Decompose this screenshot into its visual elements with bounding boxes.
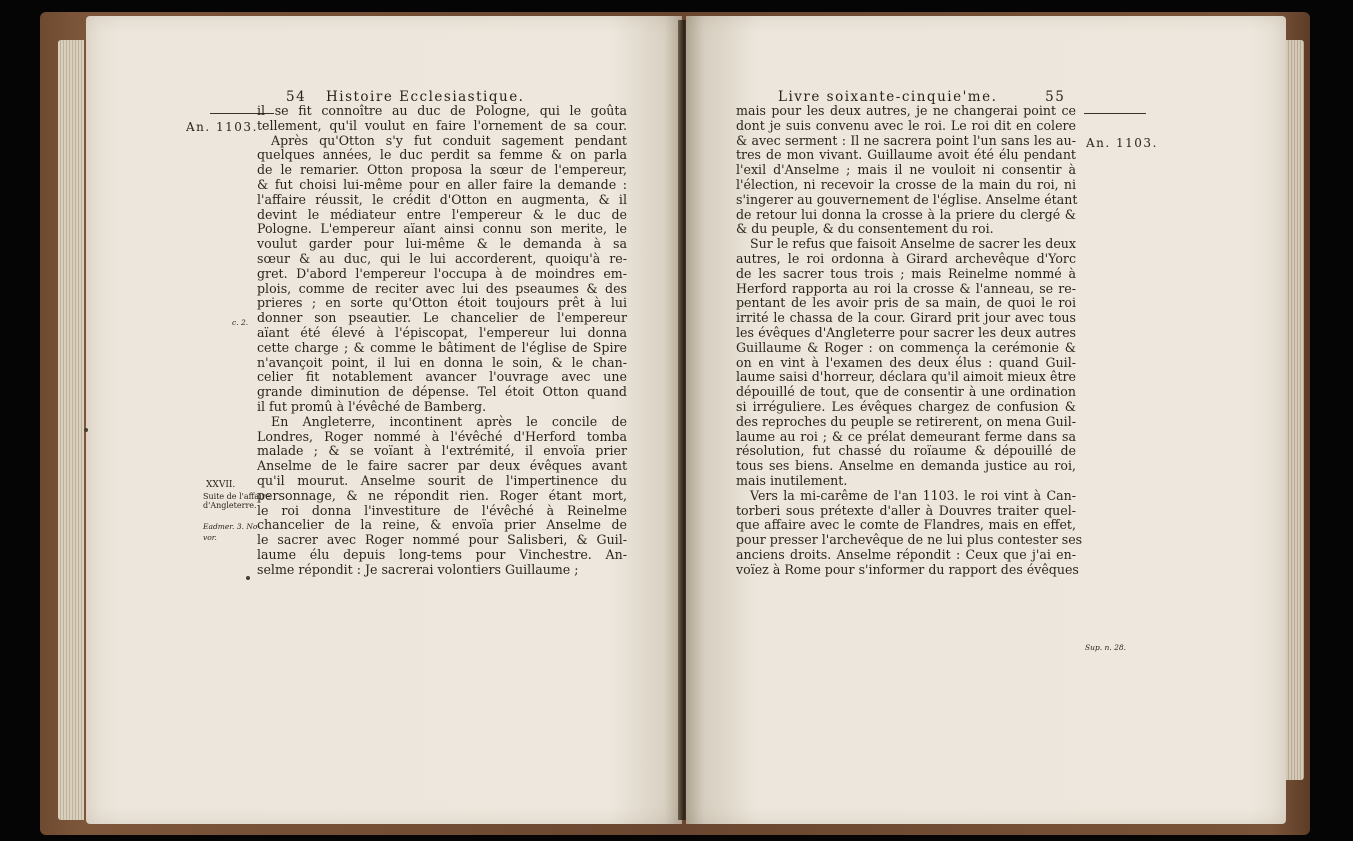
text-line: quelques années, le duc perdit sa femme & on parla — [257, 147, 627, 163]
section-title-line2: d'Angleterre. — [203, 501, 257, 510]
left-running-title: Histoire Ecclesiastique. — [325, 89, 525, 105]
text-line: résolution, fut chassé du roïaume & dépouillé de — [736, 443, 1076, 459]
text-line: grande diminution de dépense. Tel étoit Otton quand — [257, 384, 627, 400]
text-line: donner son pseautier. Le chancelier de l'empereur — [257, 310, 627, 326]
text-line: l'affaire réussit, le crédit d'Otton en augmenta, & il — [257, 191, 627, 207]
text-line: sœur & au duc, qui le lui accorderent, quoiqu'à re- — [257, 250, 627, 266]
text-line: irrité le chassa de la cour. Girard prit jour avec tous — [736, 310, 1076, 326]
text-line: l'exil d'Anselme ; mais il ne vouloit ni consentir à — [736, 162, 1076, 178]
text-line: celier fit notablement avancer l'ouvrage avec une — [257, 369, 627, 385]
text-line: plois, comme de reciter avec lui des pseaumes & des — [257, 280, 627, 296]
text-line: l'élection, ni recevoir la crosse de la main du roi, ni — [736, 176, 1076, 192]
text-line: selme répondit : Je sacrerai volontiers Guillaume ; — [257, 561, 579, 577]
left-page-number: 54 — [286, 89, 307, 105]
ink-speck — [246, 576, 250, 580]
ink-speck — [84, 428, 88, 432]
text-line: En Angleterre, incontinent après le concile de — [271, 413, 627, 429]
text-line: on en vint à l'examen des deux élus : quand Guil- — [736, 354, 1076, 370]
text-line: qu'il mourut. Anselme sourit de l'impertinence du — [257, 472, 627, 488]
text-line: Londres, Roger nommé à l'évêché d'Herford tomba — [257, 428, 627, 444]
right-year: An. 1103. — [1086, 136, 1158, 150]
text-line: Pologne. L'empereur aïant ainsi connu son merite, le — [257, 221, 627, 237]
right-year-rule — [1084, 113, 1146, 114]
left-page — [86, 16, 682, 824]
text-line: tous ses biens. Anselme en demanda justice au roi, — [736, 458, 1076, 474]
section-title-line1: Suite de l'affaire — [203, 492, 271, 501]
text-line: Après qu'Otton s'y fut conduit sagement pendant — [271, 132, 627, 148]
left-body-text — [257, 104, 627, 578]
text-line: de les sacrer tous trois ; mais Reinelme nommé à — [736, 265, 1076, 281]
text-line: Guillaume & Roger : on commença la cerémonie & — [736, 339, 1076, 355]
text-line: de le remarier. Otton proposa la sœur de l'empereur, — [257, 162, 627, 178]
text-line: cette charge ; & comme le bâtiment de l'église de Spire — [257, 339, 627, 355]
text-line: tellement, qu'il voulut en faire l'ornement de sa cour. — [257, 117, 627, 133]
text-line: pentant de les avoir pris de sa main, de quoi le roi — [736, 295, 1076, 311]
left-year: An. 1103. — [186, 120, 258, 134]
text-line: autres, le roi ordonna à Girard archevêque d'Yorc — [736, 250, 1076, 266]
text-line: gret. D'abord l'empereur l'occupa à de moindres em- — [257, 265, 627, 281]
text-line: Herford rapporta au roi la crosse & l'anneau, se re- — [736, 280, 1076, 296]
section-number: XXVII. — [206, 480, 236, 490]
right-page — [686, 16, 1286, 824]
text-line: que affaire avec le comte de Flandres, mais en effet, — [736, 517, 1076, 533]
text-line: il fut promû à l'évêché de Bamberg. — [257, 398, 487, 414]
text-line: laume au roi ; & ce prélat demeurant ferme dans sa — [736, 428, 1076, 444]
text-line: torberi sous prétexte d'aller à Douvres traiter quel- — [736, 502, 1076, 518]
text-line: Sur le refus que faisoit Anselme de sacrer les deux — [750, 236, 1076, 252]
source-note-line2: vor. — [203, 533, 217, 542]
text-line: & avec serment : Il ne sacrera point l'un sans les au- — [736, 132, 1076, 148]
text-line: mais pour les deux autres, je ne changerai point ce — [736, 103, 1076, 118]
text-line: chancelier de la reine, & envoïa prier Anselme de — [257, 517, 627, 533]
text-line: aïant été élevé à l'épiscopat, l'empereur lui donna — [257, 324, 627, 340]
text-line: & du peuple, & du consentement du roi. — [736, 221, 994, 237]
text-line: de retour lui donna la crosse à la priere du clergé & — [736, 206, 1076, 222]
text-line: tres de mon vivant. Guillaume avoit été élu pendant — [736, 147, 1076, 163]
text-line: personnage, & ne répondit rien. Roger étant mort, — [257, 487, 627, 503]
margin-ref-c2: c. 2. — [232, 318, 249, 327]
text-line: s'ingerer au gouvernement de l'église. Anselme étant — [736, 191, 1078, 207]
text-line: les évêques d'Angleterre pour sacrer les deux autres — [736, 324, 1076, 340]
text-line: des reproches du peuple se retirerent, on mena Guil- — [736, 413, 1076, 429]
margin-source-note: Sup. n. 28. — [1085, 643, 1127, 652]
right-running-title: Livre soixante-cinquie'me. — [778, 89, 998, 105]
text-line: voïez à Rome pour s'informer du rapport des évêques — [736, 561, 1079, 577]
left-page-edges — [58, 40, 84, 820]
text-line: devint le médiateur entre l'empereur & le duc de — [257, 206, 627, 222]
text-line: n'avançoit point, il lui en donna le soin, & le chan- — [257, 354, 627, 370]
text-line: Anselme de le faire sacrer par deux évêques avant — [257, 458, 627, 474]
text-line: mais inutilement. — [736, 472, 848, 488]
text-line: dont je suis convenu avec le roi. Le roi dit en colere — [736, 117, 1076, 133]
text-line: le sacrer avec Roger nommé pour Salisberi, & Guil- — [257, 532, 627, 548]
text-line: si irréguliere. Les évêques chargez de confusion & — [736, 398, 1076, 414]
text-line: pour presser l'archevêque de ne lui plus contester ses — [736, 532, 1083, 548]
text-line: dépouillé de tout, que de consentir à une ordination — [736, 384, 1076, 400]
right-page-edges — [1286, 40, 1304, 780]
source-note-line1: Eadmer. 3. No- — [203, 522, 260, 531]
text-line: le roi donna l'investiture de l'évêché à Reinelme — [257, 502, 627, 518]
text-line: il se fit connoître au duc de Pologne, qui le goûta — [257, 103, 627, 118]
text-line: prieres ; en sorte qu'Otton étoit toujours prêt à lui — [257, 295, 627, 311]
text-line: anciens droits. Anselme répondit : Ceux que j'ai en- — [736, 546, 1076, 562]
right-page-number: 55 — [1045, 89, 1066, 105]
text-line: malade ; & se voïant à l'extrémité, il envoïa prier — [257, 443, 627, 459]
text-line: laume élu depuis long-tems pour Vinchestre. An- — [257, 546, 627, 562]
text-line: & fut choisi lui-même pour en aller faire la demande : — [257, 176, 627, 192]
text-line: Vers la mi-carême de l'an 1103. le roi vint à Can- — [750, 487, 1076, 503]
right-body-text — [736, 103, 1083, 578]
text-line: laume saisi d'horreur, déclara qu'il aimoit mieux être — [736, 369, 1076, 385]
text-line: voulut garder pour lui-même & le demanda à sa — [257, 236, 627, 252]
